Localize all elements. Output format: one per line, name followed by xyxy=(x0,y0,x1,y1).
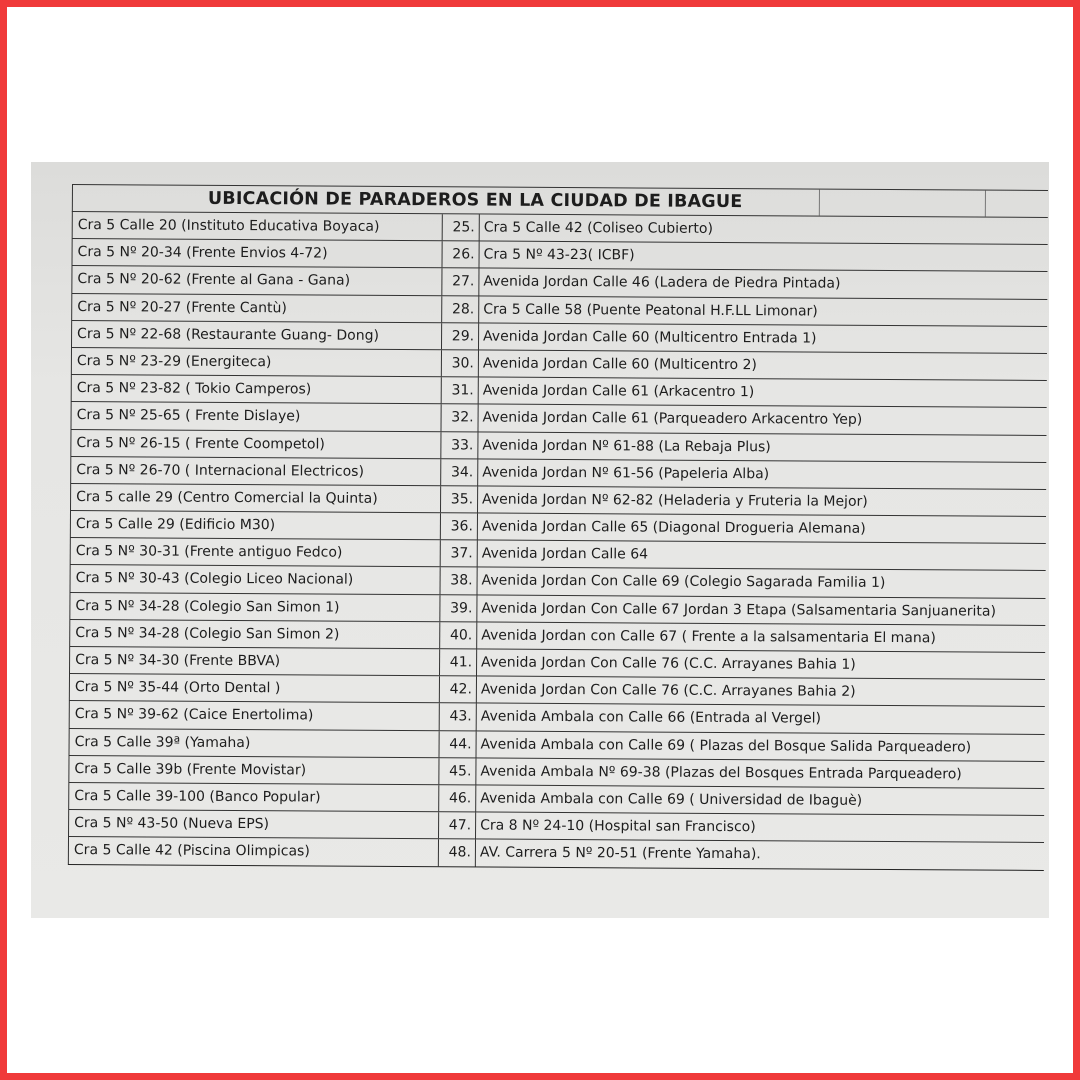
stop-number-cell: 44. xyxy=(439,731,476,757)
table-body xyxy=(68,212,1048,870)
left-location-cell: Cra 5 Nº 26-70 ( Internacional Electricos) xyxy=(70,457,440,485)
stop-number-cell: 27. xyxy=(441,269,478,295)
stop-number-cell: 48. xyxy=(438,840,475,866)
left-location-cell: Cra 5 Nº 30-31 (Frente antiguo Fedco) xyxy=(70,538,440,566)
left-location-cell: Cra 5 Nº 34-28 (Colegio San Simon 1) xyxy=(69,593,439,621)
right-location-cell: Avenida Jordan Nº 61-88 (La Rebaja Plus) xyxy=(477,432,1046,462)
right-location-cell: Avenida Jordan Con Calle 69 (Colegio Sagarada Familia 1) xyxy=(477,568,1046,598)
left-location-cell: Cra 5 Nº 25-65 ( Frente Dislaye) xyxy=(71,402,441,430)
left-location-cell: Cra 5 Nº 34-28 (Colegio San Simon 2) xyxy=(69,620,439,648)
left-location-cell: Cra 5 Calle 39b (Frente Movistar) xyxy=(68,756,438,784)
stop-number-cell: 38. xyxy=(440,568,477,594)
left-location-cell: Cra 5 Calle 29 (Edificio M30) xyxy=(70,511,440,539)
stop-number-cell: 33. xyxy=(440,432,477,458)
right-location-cell: Avenida Jordan Con Calle 76 (C.C. Arrayanes Bahia 1) xyxy=(476,649,1045,679)
right-location-cell: Avenida Jordan Con Calle 67 Jordan 3 Etapa (Salsamentaria Sanjuanerita) xyxy=(476,595,1045,625)
stop-number-cell: 47. xyxy=(438,812,475,838)
stop-number-cell: 36. xyxy=(440,513,477,539)
right-location-cell: Avenida Jordan Calle 61 (Parqueadero Arkacentro Yep) xyxy=(477,405,1046,435)
left-location-cell: Cra 5 calle 29 (Centro Comercial la Quinta) xyxy=(70,484,440,512)
left-location-cell: Cra 5 Nº 39-62 (Caice Enertolima) xyxy=(69,701,439,729)
left-location-cell: Cra 5 Nº 23-29 (Energiteca) xyxy=(71,348,441,376)
title-divider xyxy=(819,190,820,216)
left-location-cell: Cra 5 Calle 20 (Instituto Educativa Boyaca) xyxy=(72,212,442,240)
stop-number-cell: 26. xyxy=(441,241,478,267)
stop-number-cell: 46. xyxy=(438,785,475,811)
stop-number-cell: 37. xyxy=(440,541,477,567)
stop-number-cell: 43. xyxy=(439,704,476,730)
left-location-cell: Cra 5 Nº 20-27 (Frente Cantù) xyxy=(71,294,441,322)
stop-number-cell: 35. xyxy=(440,486,477,512)
stop-number-cell: 39. xyxy=(439,595,476,621)
right-location-cell: Avenida Jordan con Calle 67 ( Frente a la salsamentaria El mana) xyxy=(476,622,1045,652)
table-row xyxy=(68,837,1044,870)
right-location-cell: Cra 5 Calle 42 (Coliseo Cubierto) xyxy=(479,214,1048,244)
left-location-cell: Cra 5 Nº 30-43 (Colegio Liceo Nacional) xyxy=(70,565,440,593)
left-location-cell: Cra 5 Nº 43-50 (Nueva EPS) xyxy=(68,810,438,838)
stop-number-cell: 28. xyxy=(441,296,478,322)
left-location-cell: Cra 5 Nº 26-15 ( Frente Coompetol) xyxy=(70,429,440,457)
right-location-cell: Avenida Ambala con Calle 69 ( Plazas del Bosque Salida Parqueadero) xyxy=(476,731,1045,761)
left-location-cell: Cra 5 Nº 23-82 ( Tokio Camperos) xyxy=(71,375,441,403)
right-location-cell: Avenida Jordan Calle 60 (Multicentro Entrada 1) xyxy=(478,323,1047,353)
stop-number-cell: 30. xyxy=(441,350,478,376)
right-location-cell: Avenida Ambala con Calle 66 (Entrada al Vergel) xyxy=(476,704,1045,734)
left-location-cell: Cra 5 Nº 34-30 (Frente BBVA) xyxy=(69,647,439,675)
left-location-cell: Cra 5 Calle 39ª (Yamaha) xyxy=(69,729,439,757)
left-location-cell: Cra 5 Calle 42 (Piscina Olimpicas) xyxy=(68,837,438,865)
stop-number-cell: 34. xyxy=(440,459,477,485)
right-location-cell: Avenida Jordan Calle 65 (Diagonal Drogueria Alemana) xyxy=(477,514,1046,544)
stop-number-cell: 29. xyxy=(441,323,478,349)
stop-number-cell: 32. xyxy=(440,405,477,431)
left-location-cell: Cra 5 Calle 39-100 (Banco Popular) xyxy=(68,783,438,811)
stop-number-cell: 42. xyxy=(439,676,476,702)
stop-number-cell: 45. xyxy=(438,758,475,784)
right-location-cell: Cra 5 Nº 43-23( ICBF) xyxy=(478,242,1047,272)
stop-number-cell: 25. xyxy=(442,214,479,240)
stop-number-cell: 31. xyxy=(441,377,478,403)
right-location-cell: Avenida Jordan Nº 61-56 (Papeleria Alba) xyxy=(477,459,1046,489)
left-location-cell: Cra 5 Nº 20-34 (Frente Envios 4-72) xyxy=(72,239,442,267)
right-location-cell: Cra 5 Calle 58 (Puente Peatonal H.F.LL Limonar) xyxy=(478,296,1047,326)
right-location-cell: Avenida Jordan Calle 60 (Multicentro 2) xyxy=(478,350,1047,380)
stop-number-cell: 41. xyxy=(439,649,476,675)
right-location-cell: Avenida Jordan Calle 46 (Ladera de Piedra Pintada) xyxy=(478,269,1047,299)
right-location-cell: Avenida Jordan Calle 61 (Arkacentro 1) xyxy=(478,378,1047,408)
left-location-cell: Cra 5 Nº 20-62 (Frente al Gana - Gana) xyxy=(71,266,441,294)
right-location-cell: Avenida Jordan Calle 64 xyxy=(477,541,1046,571)
left-location-cell: Cra 5 Nº 22-68 (Restaurante Guang- Dong) xyxy=(71,321,441,349)
stop-number-cell: 40. xyxy=(439,622,476,648)
table-title: UBICACIÓN DE PARADEROS EN LA CIUDAD DE IBAGUE xyxy=(207,188,743,213)
right-location-cell: Avenida Ambala Nº 69-38 (Plazas del Bosques Entrada Parqueadero) xyxy=(475,758,1044,788)
right-location-cell: Avenida Jordan Nº 62-82 (Heladeria y Fruteria la Mejor) xyxy=(477,486,1046,516)
right-location-cell: AV. Carrera 5 Nº 20-51 (Frente Yamaha). xyxy=(475,840,1044,870)
right-location-cell: Avenida Jordan Con Calle 76 (C.C. Arrayanes Bahia 2) xyxy=(476,677,1045,707)
left-location-cell: Cra 5 Nº 35-44 (Orto Dental ) xyxy=(69,674,439,702)
right-location-cell: Cra 8 Nº 24-10 (Hospital san Francisco) xyxy=(475,813,1044,843)
title-divider xyxy=(985,191,986,217)
bus-stops-table xyxy=(68,184,1048,880)
right-location-cell: Avenida Ambala con Calle 69 ( Universidad de Ibaguè) xyxy=(475,785,1044,815)
